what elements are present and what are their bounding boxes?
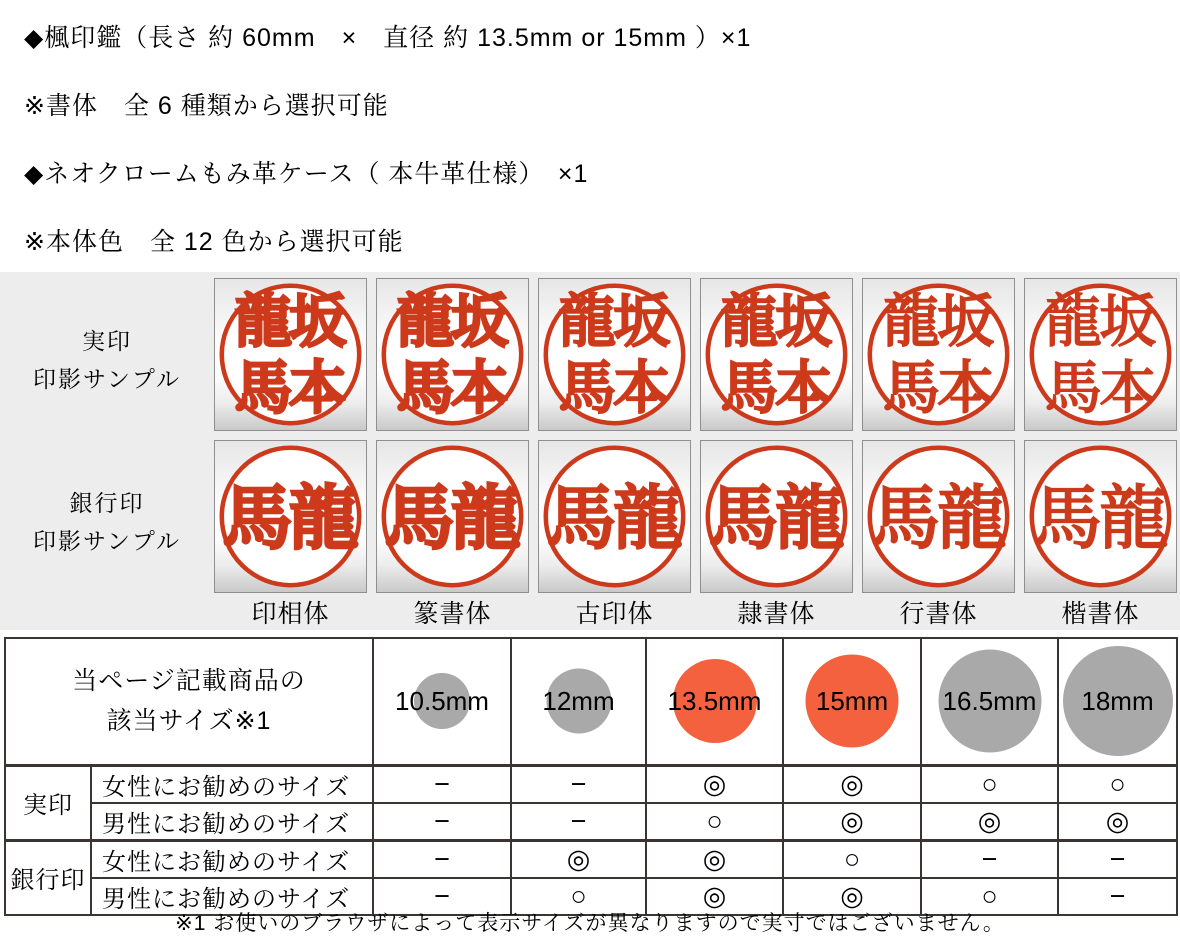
seal-char: 龍 [234, 287, 293, 355]
mark-cell: − [1058, 878, 1177, 915]
mark-cell: ◎ [921, 803, 1058, 841]
seal-char: 馬 [1032, 478, 1103, 560]
jitsuin-row-label-line2: 印影サンプル [33, 366, 181, 392]
mark-cell: ○ [921, 765, 1058, 803]
seal-char: 本 [936, 353, 995, 422]
seal-char: 馬 [222, 479, 293, 560]
font-style-label-reisho: 隷書体 [737, 600, 816, 628]
seal-sample-tile [214, 440, 367, 593]
table-description-line1: 当ページ記載商品の [72, 667, 306, 696]
ginkoin-seal-gyosho [863, 441, 1014, 592]
seal-char: 龍 [288, 479, 359, 560]
seal-char: 龍 [558, 286, 617, 355]
row-label-men: 男性にお勧めのサイズ [91, 803, 373, 841]
mark-cell: ○ [511, 878, 646, 915]
seal-sample-tile [862, 278, 1015, 431]
seal-char: 龍 [450, 479, 521, 560]
mark-cell: − [921, 840, 1058, 878]
seal-char: 馬 [870, 478, 941, 560]
mark-cell: − [373, 803, 511, 841]
jitsuin-row-label-line1: 実印 [82, 328, 132, 354]
seal-char: 本 [1098, 353, 1157, 422]
ginkoin-row-label-line2: 印影サンプル [33, 528, 181, 554]
seal-char: 龍 [882, 286, 941, 355]
ginkoin-row-label-line1: 銀行印 [69, 490, 145, 516]
mark-cell: ◎ [1058, 803, 1177, 841]
seal-sample-tile [214, 278, 367, 431]
spec-line-font-count: ※書体 全 6 種類から選択可能 [24, 92, 389, 120]
mark-cell: ○ [1058, 765, 1177, 803]
mark-cell: − [373, 878, 511, 915]
seal-char: 馬 [708, 478, 779, 560]
group-label-jitsuin: 実印 [5, 765, 91, 840]
mark-cell: ◎ [783, 803, 921, 841]
mark-cell: − [511, 803, 646, 841]
seal-char: 龍 [774, 478, 845, 560]
mark-cell: − [373, 765, 511, 803]
seal-char: 馬 [1044, 353, 1103, 422]
seal-char: 馬 [546, 478, 617, 560]
ginkoin-row-label [0, 484, 214, 560]
mark-cell: ◎ [511, 840, 646, 878]
jitsuin-seal-kaisho [1025, 279, 1176, 430]
seal-sample-tile [700, 440, 853, 593]
jitsuin-seal-reisho [701, 279, 852, 430]
seal-char: 坂 [288, 287, 347, 355]
seal-char: 馬 [882, 353, 941, 422]
mark-cell: ◎ [646, 840, 783, 878]
jitsuin-seal-insotai [215, 279, 366, 430]
ginkoin-seal-tensho [377, 441, 528, 592]
group-label-ginkoin: 銀行印 [5, 840, 91, 915]
size-header-16-5mm: 16.5mm [921, 638, 1058, 765]
seal-sample-tile [1024, 440, 1177, 593]
seal-char: 龍 [1098, 478, 1169, 560]
seal-char: 本 [774, 353, 833, 422]
size-header-15mm: 15mm [783, 638, 921, 765]
seal-sample-tile [538, 440, 691, 593]
font-style-label-kaisho: 楷書体 [1061, 600, 1140, 628]
table-description-cell [5, 638, 373, 765]
seal-char: 馬 [396, 354, 455, 422]
seal-char: 馬 [558, 353, 617, 422]
size-header-12mm: 12mm [511, 638, 646, 765]
seal-char: 龍 [396, 287, 455, 355]
seal-sample-tile [862, 440, 1015, 593]
jitsuin-seal-gyosho [863, 279, 1014, 430]
mark-cell: ○ [646, 803, 783, 841]
mark-cell: − [511, 765, 646, 803]
size-header-18mm: 18mm [1058, 638, 1177, 765]
font-style-label-koin: 古印体 [575, 600, 654, 628]
mark-cell: ○ [921, 878, 1058, 915]
seal-char: 馬 [384, 479, 455, 560]
seal-char: 馬 [234, 354, 293, 422]
seal-sample-tile [1024, 278, 1177, 431]
font-style-label-tensho: 篆書体 [413, 600, 492, 628]
jitsuin-row-label [0, 322, 214, 398]
seal-char: 龍 [720, 286, 779, 355]
seal-samples-band [0, 272, 1180, 630]
seal-char: 坂 [1098, 286, 1157, 355]
row-label-women: 女性にお勧めのサイズ [91, 765, 373, 803]
ginkoin-seal-insotai [215, 441, 366, 592]
mark-cell: − [1058, 840, 1177, 878]
font-style-labels [214, 594, 1177, 630]
ginkoin-seal-koin [539, 441, 690, 592]
mark-cell: ◎ [783, 878, 921, 915]
ginkoin-seal-reisho [701, 441, 852, 592]
footnote: ※1 お使いのブラウザによって表示サイズが異なりますので実寸ではございません。 [175, 912, 1005, 935]
row-label-women: 女性にお勧めのサイズ [91, 840, 373, 878]
mark-cell: − [373, 840, 511, 878]
size-header-10-5mm: 10.5mm [373, 638, 511, 765]
mark-cell: ○ [783, 840, 921, 878]
ginkoin-seal-kaisho [1025, 441, 1176, 592]
seal-sample-tile [376, 278, 529, 431]
seal-sample-tile [700, 278, 853, 431]
jitsuin-seal-tensho [377, 279, 528, 430]
font-style-label-insotai: 印相体 [251, 600, 330, 628]
seal-char: 本 [288, 354, 347, 422]
spec-line-case: ◆ネオクロームもみ革ケース（ 本牛革仕様） ×1 [24, 160, 589, 188]
seal-char: 馬 [720, 353, 779, 422]
seal-char: 坂 [774, 286, 833, 355]
mark-cell: ◎ [646, 765, 783, 803]
seal-char: 龍 [612, 478, 683, 560]
jitsuin-sample-row [214, 278, 1177, 431]
size-header-13-5mm: 13.5mm [646, 638, 783, 765]
table-description-line2: 該当サイズ※1 [106, 707, 272, 736]
seal-char: 坂 [612, 286, 671, 355]
row-label-men: 男性にお勧めのサイズ [91, 878, 373, 915]
mark-cell: ◎ [783, 765, 921, 803]
ginkoin-sample-row [214, 440, 1177, 593]
spec-line-seal: ◆楓印鑑（長さ 約 60mm × 直径 約 13.5mm or 15mm ）×1 [24, 24, 752, 52]
seal-char: 坂 [936, 286, 995, 355]
seal-char: 本 [612, 353, 671, 422]
spec-line-color-count: ※本体色 全 12 色から選択可能 [24, 228, 404, 256]
seal-sample-tile [538, 278, 691, 431]
font-style-label-gyosho: 行書体 [899, 600, 978, 628]
seal-sample-tile [376, 440, 529, 593]
mark-cell: ◎ [646, 878, 783, 915]
seal-char: 本 [450, 354, 509, 422]
seal-char: 龍 [1044, 286, 1103, 355]
size-recommendation-table [4, 637, 1178, 916]
jitsuin-seal-koin [539, 279, 690, 430]
seal-char: 龍 [936, 478, 1007, 560]
seal-char: 坂 [450, 287, 509, 355]
